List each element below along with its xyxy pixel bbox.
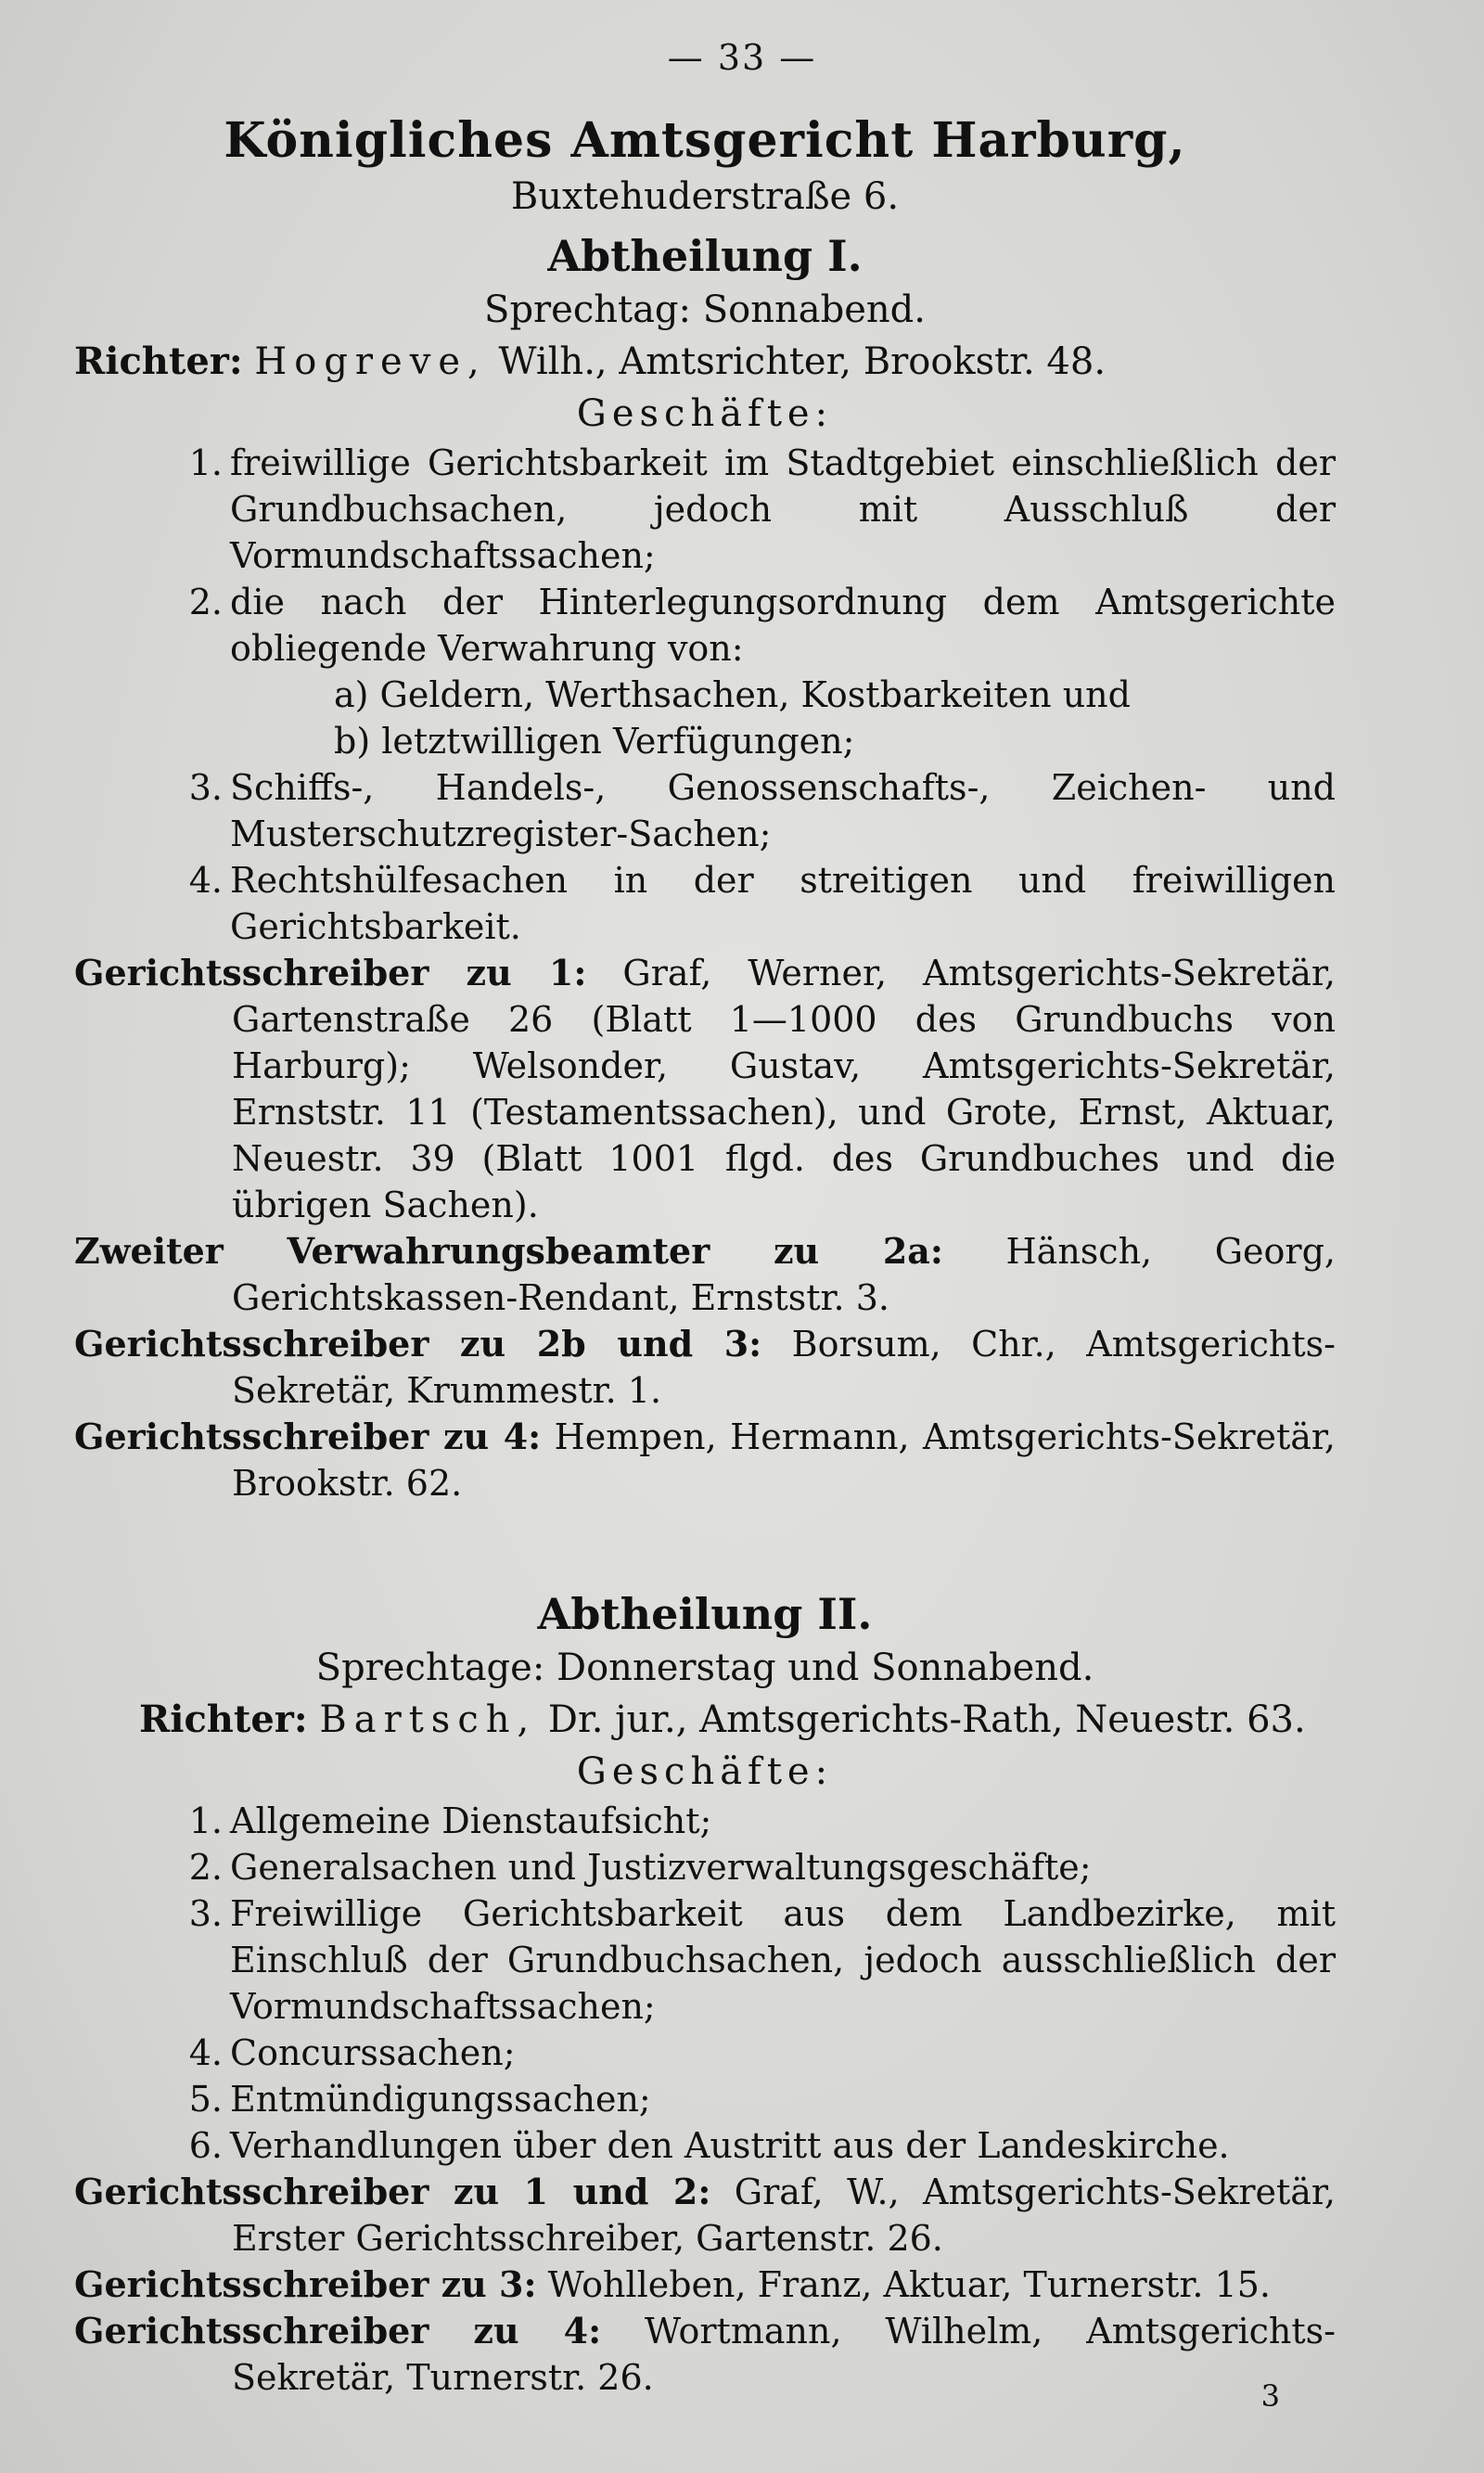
clerk-label: Gerichtsschreiber zu 4: <box>74 2310 602 2351</box>
page-number: — 33 — <box>667 37 817 78</box>
clerk-text: Borsum, Chr., Amtsgerichts-Sekretär, Krummestr. 1. <box>232 1324 1336 1411</box>
section-2-duties-heading: Geschäfte: <box>576 1750 834 1793</box>
judge-details: Wilh., Amtsrichter, Brookstr. 48. <box>498 340 1107 383</box>
section-heading-2: Abtheilung II. <box>537 1589 873 1639</box>
item-number: 2. <box>188 1847 223 1888</box>
clerk-label: Gerichtsschreiber zu 1: <box>74 952 587 993</box>
item-number: 1. <box>188 442 223 483</box>
sub-list <box>74 672 1336 764</box>
list-item <box>74 857 1336 950</box>
clerk-text: Graf, W., Amtsgerichts-Sekretär, Erster Gerichtsschreiber, Gartenstr. 26. <box>232 2172 1336 2259</box>
item-text: Freiwillige Gerichtsbarkeit aus dem Landbezirke, mit Einschluß der Grundbuchsachen, jedoch ausschließlich der Vormundschaftssachen; <box>230 1893 1336 2027</box>
clerk-text: Wortmann, Wilhelm, Amtsgerichts-Sekretär, Turnerstr. 26. <box>232 2311 1336 2398</box>
section-2-duties-list <box>74 1798 1336 2169</box>
clerk-text: Hempen, Hermann, Amtsgerichts-Sekretär, Brookstr. 62. <box>232 1416 1336 1504</box>
section-1-duties-heading: Geschäfte: <box>576 392 834 435</box>
item-number: 4. <box>188 2032 223 2073</box>
clerk-entry <box>74 1321 1336 1414</box>
section-1-days: Sprechtag: Sonnabend. <box>484 288 926 331</box>
judge-name: Hogreve, <box>254 340 487 383</box>
clerk-label: Zweiter Verwahrungsbeamter zu 2a: <box>74 1230 943 1272</box>
page-content <box>74 111 1336 2401</box>
item-number: 6. <box>188 2125 223 2166</box>
list-item <box>74 1890 1336 2030</box>
clerk-entry <box>74 1414 1336 1506</box>
clerk-text: Hänsch, Georg, Gerichtskassen-Rendant, Ernststr. 3. <box>232 1231 1336 1318</box>
item-text: Allgemeine Dienstaufsicht; <box>230 1800 712 1841</box>
judge-label: Richter: <box>139 1698 308 1741</box>
sub-item-b: b) letztwilligen Verfügungen; <box>334 721 855 762</box>
item-number: 1. <box>188 1800 223 1841</box>
item-text: Schiffs-, Handels-, Genossenschafts-, Zeichen- und Musterschutzregister-Sachen; <box>230 767 1336 854</box>
clerk-label: Gerichtsschreiber zu 1 und 2: <box>74 2171 711 2212</box>
item-number: 5. <box>188 2079 223 2120</box>
item-text: Concurssachen; <box>230 2032 516 2073</box>
item-number: 3. <box>188 767 223 808</box>
list-item <box>74 440 1336 579</box>
clerk-label: Gerichtsschreiber zu 4: <box>74 1416 542 1457</box>
clerk-entry <box>74 950 1336 1228</box>
item-number: 3. <box>188 1893 223 1934</box>
signature-mark: 3 <box>1260 2378 1280 2414</box>
item-text: die nach der Hinterlegungsordnung dem Amtsgerichte obliegende Verwahrung von: <box>230 582 1336 669</box>
section-1-duties-list <box>74 440 1336 950</box>
list-item <box>74 1798 1336 1844</box>
list-item <box>74 2122 1336 2169</box>
item-text: Generalsachen und Justizverwaltungsgeschäfte; <box>230 1847 1092 1888</box>
section-2-judge <box>74 1694 1336 1746</box>
judge-label: Richter: <box>74 340 243 383</box>
item-number: 4. <box>188 860 223 901</box>
clerk-entry <box>74 2308 1336 2401</box>
section-1-judge <box>74 336 1336 388</box>
section-heading-1: Abtheilung I. <box>547 231 863 281</box>
clerk-text: Wohlleben, Franz, Aktuar, Turnerstr. 15. <box>547 2264 1271 2305</box>
item-text: Rechtshülfesachen in der streitigen und freiwilligen Gerichtsbarkeit. <box>230 860 1336 947</box>
list-item <box>74 1844 1336 1890</box>
clerk-text: Graf, Werner, Amtsgerichts-Sekretär, Gartenstraße 26 (Blatt 1—1000 des Grundbuchs von Harburg); Welsonder, Gustav, Amtsgerichts-Sekretär, Ernststr. 11 (Testamentssachen), und Grote, Ernst, Aktuar, Neuestr. 39 (Blatt 1001 flgd. des Grundbuches und die übrigen Sachen). <box>232 953 1336 1225</box>
judge-details: Dr. jur., Amtsgerichts-Rath, Neuestr. 63. <box>547 1698 1306 1741</box>
clerk-entry <box>74 2169 1336 2262</box>
clerk-entry <box>74 2262 1336 2308</box>
section-2-days: Sprechtage: Donnerstag und Sonnabend. <box>315 1647 1094 1689</box>
item-text: freiwillige Gerichtsbarkeit im Stadtgebiet einschließlich der Grundbuchsachen, jedoch mit Ausschluß der Vormundschaftssachen; <box>230 442 1336 576</box>
office-address: Buxtehuderstraße 6. <box>510 175 900 218</box>
judge-name: Bartsch, <box>319 1698 537 1741</box>
clerk-label: Gerichtsschreiber zu 3: <box>74 2263 537 2305</box>
clerk-label: Gerichtsschreiber zu 2b und 3: <box>74 1323 762 1365</box>
office-title: Königliches Amtsgericht Harburg, <box>224 112 1186 169</box>
item-text: Entmündigungssachen; <box>230 2079 651 2120</box>
item-text: Verhandlungen über den Austritt aus der Landeskirche. <box>230 2125 1230 2166</box>
sub-item-a: a) Geldern, Werthsachen, Kostbarkeiten und <box>334 674 1131 715</box>
list-item <box>74 579 1336 672</box>
clerk-entry <box>74 1228 1336 1321</box>
item-number: 2. <box>188 582 223 622</box>
list-item <box>74 2030 1336 2076</box>
list-item <box>74 2076 1336 2122</box>
list-item <box>74 764 1336 857</box>
